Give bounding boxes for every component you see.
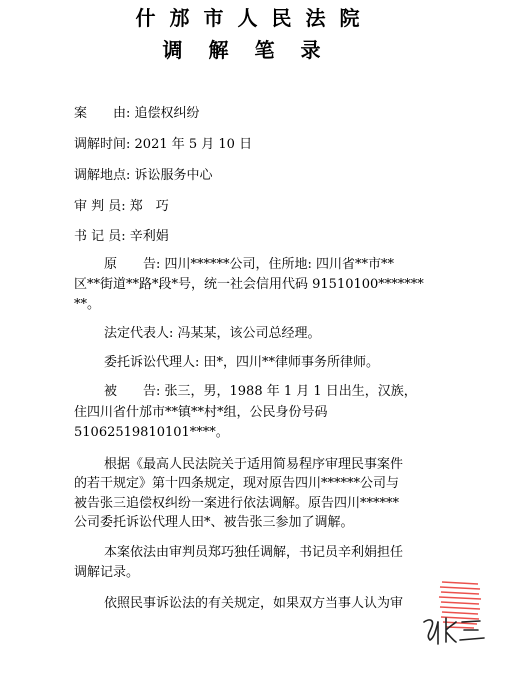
paragraph-2-line-1: 本案依法由审判员郑巧独任调解，书记员辛利娟担任 [104,545,404,560]
field-case-cause [74,106,200,122]
field-value: 郑 巧 [129,199,169,214]
plaintiff-line-2: 区**街道**路*段*号，统一社会信用代码 91510100******* [74,277,424,292]
field-label: 调解时间: [74,137,131,152]
litigation-agent: 委托诉讼代理人: 田*，四川**律师事务所律师。 [104,355,380,370]
paragraph-3-line-1: 依照民事诉讼法的有关规定，如果双方当事人认为审 [104,596,404,611]
court-name: 什邡市人民法院 [135,6,374,30]
field-value: 辛利娟 [129,229,169,244]
field-value: 诉讼服务中心 [134,168,213,183]
paragraph-1-line-4: 公司委托诉讼代理人田*、被告张三参加了调解。 [74,515,354,530]
field-judge [74,199,169,215]
paragraph-1-line-1: 根据《最高人民法院关于适用简易程序审理民事案件 [104,457,404,472]
handwritten-signature [420,608,490,648]
field-label: 调解地点: [74,168,131,183]
field-label: 审 判 员: [74,199,126,214]
record-title: 调解笔录 [162,38,347,62]
paragraph-1-line-3: 被告张三追偿权纠纷一案进行依法调解。原告四川****** [74,496,400,511]
defendant-line-3: 51062519810101****。 [74,425,229,440]
field-clerk [74,229,169,245]
paragraph-2-line-2: 调解记录。 [74,565,140,580]
field-value: 2021 年 5 月 10 日 [134,137,253,152]
field-mediation-time [74,137,252,153]
field-label: 案 由: [74,106,131,121]
defendant-line-1: 被 告: 张三，男，1988 年 1 月 1 日出生，汉族， [104,384,417,399]
plaintiff-line-3: **。 [74,297,101,312]
plaintiff-line-1: 原 告: 四川******公司，住所地: 四川省**市** [104,257,395,272]
field-label: 书 记 员: [74,229,126,244]
field-value: 追偿权纠纷 [134,106,200,121]
field-mediation-place [74,168,213,184]
legal-representative: 法定代表人: 冯某某，该公司总经理。 [104,326,321,341]
defendant-line-2: 住四川省什邡市**镇**村*组，公民身份号码 [74,405,328,420]
paragraph-1-line-2: 的若干规定》第十四条规定，现对原告四川******公司与 [74,476,400,491]
